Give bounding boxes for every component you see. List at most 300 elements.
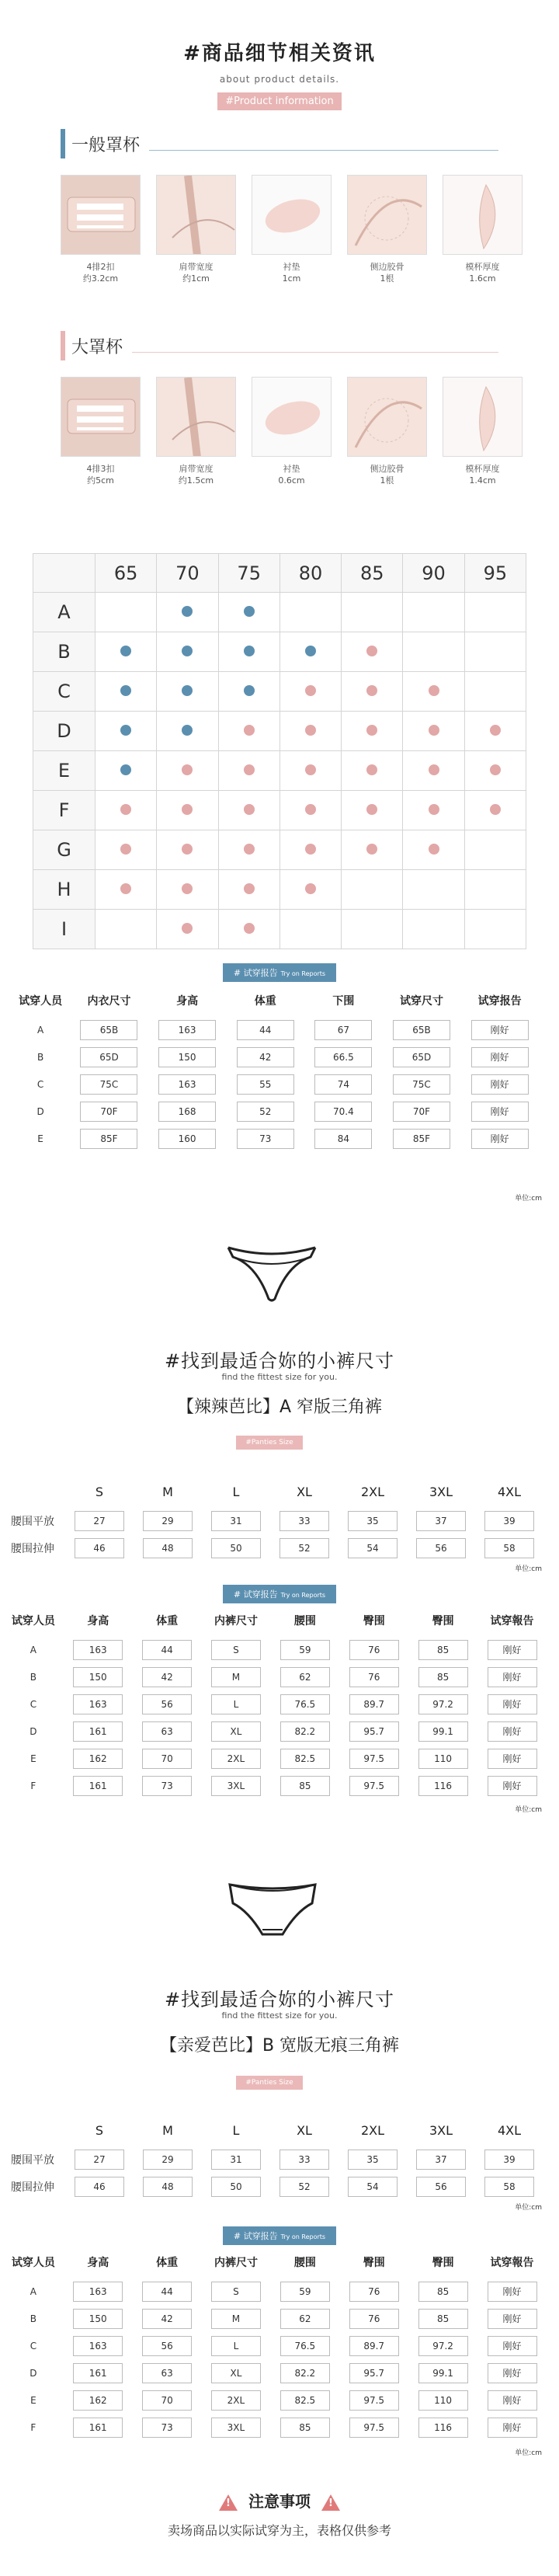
hook-clasp-image (61, 175, 141, 255)
grid-cell (342, 830, 403, 870)
table-cell: 27 (75, 2150, 124, 2170)
table-cell: 31 (211, 2150, 261, 2170)
table-header: 身高 (87, 2257, 109, 2269)
grid-cell (342, 910, 403, 949)
warning-icon: ! (219, 2494, 238, 2511)
table-row (3, 1772, 547, 1799)
tile-caption: 4排2扣 约3.2cm (82, 262, 119, 284)
table-cell: A (30, 2285, 36, 2297)
grid-cell (95, 751, 157, 791)
available-dot (120, 685, 131, 696)
table-cell: 39 (484, 2150, 534, 2170)
available-dot (366, 764, 377, 775)
grid-cell (157, 751, 218, 791)
grid-cell (280, 593, 341, 632)
table-cell: 97.5 (349, 1776, 399, 1796)
grid-cell (95, 632, 157, 672)
table-cell: F (30, 2421, 36, 2433)
table-header: 臀围 (432, 1615, 454, 1627)
table-cell: E (30, 2394, 36, 2406)
table-header: 试穿報告 (490, 2257, 534, 2269)
page-subtitle: about product details. (219, 74, 340, 85)
table-header: 内裤尺寸 (214, 2257, 258, 2269)
table-row (3, 2386, 547, 2414)
table-cell: 37 (416, 1511, 466, 1531)
size-header: 2XL (360, 1484, 385, 1499)
available-dot (120, 804, 131, 815)
available-dot (366, 646, 377, 656)
available-dot (244, 883, 255, 894)
available-dot (182, 883, 193, 894)
table-cell: S (211, 2282, 261, 2302)
grid-cell (157, 632, 218, 672)
table-cell: 82.2 (280, 2363, 330, 2383)
grid-cell (403, 632, 464, 672)
grid-cell (157, 910, 218, 949)
info-pill: #Product information (217, 92, 341, 110)
table-cell: 58 (484, 2177, 534, 2197)
size-header: 4XL (497, 2122, 522, 2138)
row-label: 腰围拉伸 (11, 2181, 54, 2194)
table-cell: B (30, 2313, 36, 2324)
table-header: 身高 (87, 1615, 109, 1627)
grid-cell (280, 672, 341, 712)
table-cell: 116 (418, 1776, 468, 1796)
table-cell: 29 (143, 1511, 193, 1531)
cup-row-label: I (33, 910, 95, 949)
grid-cell (342, 791, 403, 830)
hook-clasp-image (61, 377, 141, 457)
grid-cell (464, 712, 526, 751)
band-header: 85 (342, 554, 403, 593)
grid-cell (218, 593, 280, 632)
notice-text: 卖场商品以实际试穿为主，表格仅供参考 (167, 2523, 391, 2538)
table-cell: 46 (75, 1538, 124, 1558)
bra-size-grid (33, 553, 526, 949)
table-cell: L (211, 1694, 261, 1714)
detail-tile (156, 175, 236, 284)
available-dot (244, 804, 255, 815)
unit-label: 单位:cm (515, 1806, 542, 1814)
table-cell: 35 (348, 1511, 398, 1531)
cup-normal-section (0, 128, 559, 284)
table-cell: 97.5 (349, 1749, 399, 1769)
grid-cell (218, 632, 280, 672)
unit-label: 单位:cm (515, 1195, 542, 1203)
table-cell: M (211, 2309, 261, 2329)
cup-row-label: C (33, 672, 95, 712)
table-cell: 42 (142, 1667, 192, 1687)
table-cell: 27 (75, 1511, 124, 1531)
grid-cell (464, 672, 526, 712)
grid-cell (403, 672, 464, 712)
table-cell: 刚好 (488, 2282, 537, 2302)
table-header: 下围 (332, 995, 355, 1008)
table-cell: 刚好 (471, 1047, 529, 1067)
table-row (0, 1534, 543, 1561)
available-dot (244, 685, 255, 696)
table-cell: 75C (393, 1074, 450, 1095)
grid-cell (464, 910, 526, 949)
table-cell: M (211, 1667, 261, 1687)
available-dot (366, 685, 377, 696)
table-cell: 56 (416, 2177, 466, 2197)
table-cell: 85 (280, 1776, 330, 1796)
table-cell: 刚好 (488, 2336, 537, 2356)
table-row (0, 1507, 543, 1534)
table-cell: 82.5 (280, 2390, 330, 2411)
grid-cell (280, 870, 341, 910)
table-cell: D (30, 1725, 37, 1737)
table-cell: 85F (80, 1129, 137, 1149)
grid-cell (157, 870, 218, 910)
available-dot (305, 646, 316, 656)
tile-caption: 模杯厚度 1.4cm (465, 464, 500, 486)
tile-caption: 侧边胶骨 1根 (370, 464, 404, 486)
table-cell: D (30, 2367, 37, 2379)
table-cell: 163 (73, 2336, 123, 2356)
table-header: 体重 (156, 1615, 179, 1627)
grid-cell (403, 791, 464, 830)
table-cell: 70F (393, 1102, 450, 1122)
table-cell: 33 (280, 2150, 329, 2170)
grid-cell (218, 791, 280, 830)
size-header: 3XL (429, 1484, 453, 1499)
warning-icon: ! (321, 2494, 340, 2511)
table-cell: 63 (142, 1721, 192, 1742)
table-header: 试穿人员 (11, 2257, 55, 2269)
table-cell: 76.5 (280, 1694, 330, 1714)
grid-cell (342, 593, 403, 632)
table-cell: D (36, 1105, 44, 1117)
table-cell: 85F (393, 1129, 450, 1149)
table-cell: 63 (142, 2363, 192, 2383)
table-cell: 150 (158, 1047, 216, 1067)
grid-cell (280, 751, 341, 791)
header (0, 0, 559, 110)
grid-cell (464, 632, 526, 672)
grid-cell (464, 751, 526, 791)
strap-image (156, 377, 236, 457)
table-cell: 163 (158, 1074, 216, 1095)
table-cell: L (211, 2336, 261, 2356)
band-header: 95 (464, 554, 526, 593)
table-row (3, 1690, 547, 1718)
panties-size-pill: #Panties Size (236, 2076, 303, 2090)
table-row (3, 2332, 547, 2359)
available-dot (244, 606, 255, 617)
table-cell: 2XL (211, 1749, 261, 1769)
available-dot (429, 764, 439, 775)
table-cell: 70.4 (314, 1102, 372, 1122)
table-cell: 163 (73, 1694, 123, 1714)
grid-cell (95, 830, 157, 870)
table-cell: 162 (73, 2390, 123, 2411)
table-header: 臀围 (432, 2257, 454, 2269)
detail-tile (156, 377, 236, 486)
table-header: 试穿報告 (490, 1615, 534, 1627)
table-header: 体重 (254, 995, 276, 1008)
cup-row-label: D (33, 712, 95, 751)
size-header: XL (297, 1484, 312, 1499)
table-header: 臀围 (363, 1615, 385, 1627)
grid-cell (280, 632, 341, 672)
available-dot (490, 725, 501, 736)
table-cell: 67 (314, 1020, 372, 1040)
table-cell: 116 (418, 2418, 468, 2438)
brief-b-size-table (0, 2115, 543, 2200)
table-row (3, 2305, 547, 2332)
grid-cell (403, 870, 464, 910)
grid-cell (95, 791, 157, 830)
available-dot (305, 725, 316, 736)
band-header: 80 (280, 554, 341, 593)
table-cell: 31 (211, 1511, 261, 1531)
table-cell: 29 (143, 2150, 193, 2170)
cup-row-label: A (33, 593, 95, 632)
grid-cell (95, 672, 157, 712)
row-label: 腰围拉伸 (11, 1542, 54, 1555)
size-header: S (95, 2122, 104, 2138)
available-dot (244, 764, 255, 775)
table-cell: 刚好 (488, 1667, 537, 1687)
available-dot (120, 646, 131, 656)
grid-cell (95, 712, 157, 751)
table-cell: 54 (348, 1538, 398, 1558)
table-cell: 62 (280, 2309, 330, 2329)
page-title: #商品细节相关资讯 (183, 42, 376, 65)
table-cell: 35 (348, 2150, 398, 2170)
table-cell: 44 (142, 2282, 192, 2302)
grid-cell (95, 593, 157, 632)
table-cell: 97.5 (349, 2390, 399, 2411)
table-cell: 73 (142, 2418, 192, 2438)
brief-a-name: 【辣辣芭比】A 窄版三角裤 (176, 1398, 383, 1417)
available-dot (305, 883, 316, 894)
table-cell: 110 (418, 2390, 468, 2411)
table-cell: 89.7 (349, 1694, 399, 1714)
grid-cell (280, 830, 341, 870)
table-cell: 163 (158, 1020, 216, 1040)
cup-thickness-image (443, 377, 523, 457)
available-dot (305, 685, 316, 696)
grid-cell (342, 672, 403, 712)
size-header: M (162, 2122, 173, 2138)
table-cell: 刚好 (488, 1694, 537, 1714)
grid-cell (464, 870, 526, 910)
tile-caption: 4排3扣 约5cm (86, 464, 115, 486)
available-dot (366, 804, 377, 815)
detail-tile (252, 377, 332, 486)
table-cell: 73 (237, 1129, 294, 1149)
side-bone-image (347, 377, 427, 457)
band-header: 70 (157, 554, 218, 593)
table-cell: 76 (349, 1640, 399, 1660)
table-cell: 110 (418, 1749, 468, 1769)
table-cell: 74 (314, 1074, 372, 1095)
grid-cell (157, 593, 218, 632)
unit-label: 单位:cm (515, 2449, 542, 2457)
table-cell: 39 (484, 1511, 534, 1531)
table-cell: 84 (314, 1129, 372, 1149)
table-cell: 48 (143, 1538, 193, 1558)
table-cell: C (36, 1078, 44, 1090)
available-dot (182, 923, 193, 934)
panty-a-report-table (3, 1605, 547, 1799)
table-cell: 3XL (211, 2418, 261, 2438)
table-header: 内裤尺寸 (214, 1615, 258, 1627)
table-cell: E (37, 1133, 43, 1144)
table-cell: 刚好 (471, 1074, 529, 1095)
table-cell: XL (211, 1721, 261, 1742)
available-dot (429, 844, 439, 855)
table-cell: 42 (142, 2309, 192, 2329)
notice-title: 注意事项 (248, 2492, 311, 2511)
table-row (3, 1718, 547, 1745)
table-row (3, 2359, 547, 2386)
available-dot (182, 646, 193, 656)
table-row (11, 1125, 539, 1152)
table-cell: 58 (484, 1538, 534, 1558)
table-row (11, 1098, 539, 1125)
table-cell: 82.5 (280, 1749, 330, 1769)
table-cell: 70 (142, 2390, 192, 2411)
size-header: 4XL (497, 1484, 522, 1499)
tile-caption: 肩带宽度 约1cm (179, 262, 214, 284)
cup-row-label: G (33, 830, 95, 870)
table-cell: B (36, 1051, 44, 1063)
table-cell: 44 (237, 1020, 294, 1040)
grid-cell (280, 712, 341, 751)
cup-normal-tiles (61, 175, 498, 284)
thong-icon (225, 1243, 318, 1305)
report-pill: # 试穿报告 Try on Reports (223, 963, 336, 982)
table-cell: 162 (73, 1749, 123, 1769)
table-header: 腰围 (293, 1615, 316, 1627)
grid-cell (403, 910, 464, 949)
table-cell: 46 (75, 2177, 124, 2197)
table-cell: 99.1 (418, 2363, 468, 2383)
table-cell: 刚好 (488, 2363, 537, 2383)
table-cell: 76 (349, 2309, 399, 2329)
available-dot (244, 844, 255, 855)
grid-cell (342, 870, 403, 910)
bra-report-table (11, 985, 539, 1152)
table-cell: 52 (237, 1102, 294, 1122)
available-dot (429, 725, 439, 736)
band-header: 90 (403, 554, 464, 593)
grid-cell (95, 910, 157, 949)
available-dot (244, 725, 255, 736)
table-cell: 刚好 (471, 1129, 529, 1149)
table-cell: 刚好 (488, 1749, 537, 1769)
table-cell: 3XL (211, 1776, 261, 1796)
table-cell: 52 (280, 2177, 329, 2197)
strap-image (156, 175, 236, 255)
table-cell: F (30, 1780, 36, 1791)
table-row (11, 1043, 539, 1070)
table-header: 试穿人员 (19, 995, 63, 1008)
table-cell: 52 (280, 1538, 329, 1558)
available-dot (120, 883, 131, 894)
grid-cell (157, 712, 218, 751)
table-cell: 37 (416, 2150, 466, 2170)
grid-cell (218, 910, 280, 949)
table-header: 腰围 (293, 2257, 316, 2269)
table-cell: 56 (416, 1538, 466, 1558)
table-cell: 85 (418, 2309, 468, 2329)
grid-cell (218, 830, 280, 870)
table-cell: 刚好 (488, 2309, 537, 2329)
cup-normal-title: 一般罩杯 (71, 135, 141, 155)
brief-a-size-table (0, 1476, 543, 1561)
available-dot (182, 804, 193, 815)
table-cell: 160 (158, 1129, 216, 1149)
row-label: 腰围平放 (11, 1515, 54, 1528)
table-cell: 95.7 (349, 2363, 399, 2383)
detail-tile (443, 175, 523, 284)
table-row (0, 2146, 543, 2173)
grid-cell (403, 830, 464, 870)
available-dot (490, 804, 501, 815)
detail-tile (61, 377, 141, 486)
notice (0, 2489, 559, 2539)
tile-caption: 侧边胶骨 1根 (370, 262, 404, 284)
table-header: 体重 (156, 2257, 179, 2269)
size-header: 3XL (429, 2122, 453, 2138)
available-dot (366, 844, 377, 855)
table-cell: 97.2 (418, 1694, 468, 1714)
table-cell: 2XL (211, 2390, 261, 2411)
table-row (3, 1745, 547, 1772)
table-cell: 73 (142, 1776, 192, 1796)
cup-large-tiles (61, 377, 498, 486)
table-header: 内衣尺寸 (87, 995, 131, 1008)
cup-large-title: 大罩杯 (71, 337, 123, 357)
tile-caption: 模杯厚度 1.6cm (465, 262, 500, 284)
grid-cell (342, 632, 403, 672)
table-cell: 66.5 (314, 1047, 372, 1067)
grid-cell (342, 712, 403, 751)
table-cell: 97.5 (349, 2418, 399, 2438)
table-cell: 59 (280, 1640, 330, 1660)
table-cell: 50 (211, 1538, 261, 1558)
brief-icon (227, 1880, 318, 1942)
table-cell: 75C (80, 1074, 137, 1095)
table-header: 身高 (176, 995, 199, 1008)
table-cell: 65D (393, 1047, 450, 1067)
section-bar (61, 331, 65, 360)
table-cell: 76 (349, 1667, 399, 1687)
table-header: 试穿人员 (11, 1615, 55, 1627)
table-cell: 刚好 (488, 2418, 537, 2438)
size-header: L (232, 2122, 240, 2138)
row-label: 腰围平放 (11, 2153, 54, 2167)
table-row (3, 1663, 547, 1690)
size-header: L (232, 1484, 240, 1499)
grid-cell (157, 791, 218, 830)
grid-cell (218, 751, 280, 791)
brief-b-title: #找到最适合妳的小裤尺寸 (164, 1989, 395, 2010)
available-dot (182, 606, 193, 617)
detail-tile (443, 377, 523, 486)
grid-cell (218, 672, 280, 712)
table-cell: 161 (73, 1776, 123, 1796)
cup-row-label: B (33, 632, 95, 672)
available-dot (305, 844, 316, 855)
size-header: M (162, 1484, 173, 1499)
table-cell: A (36, 1024, 44, 1036)
